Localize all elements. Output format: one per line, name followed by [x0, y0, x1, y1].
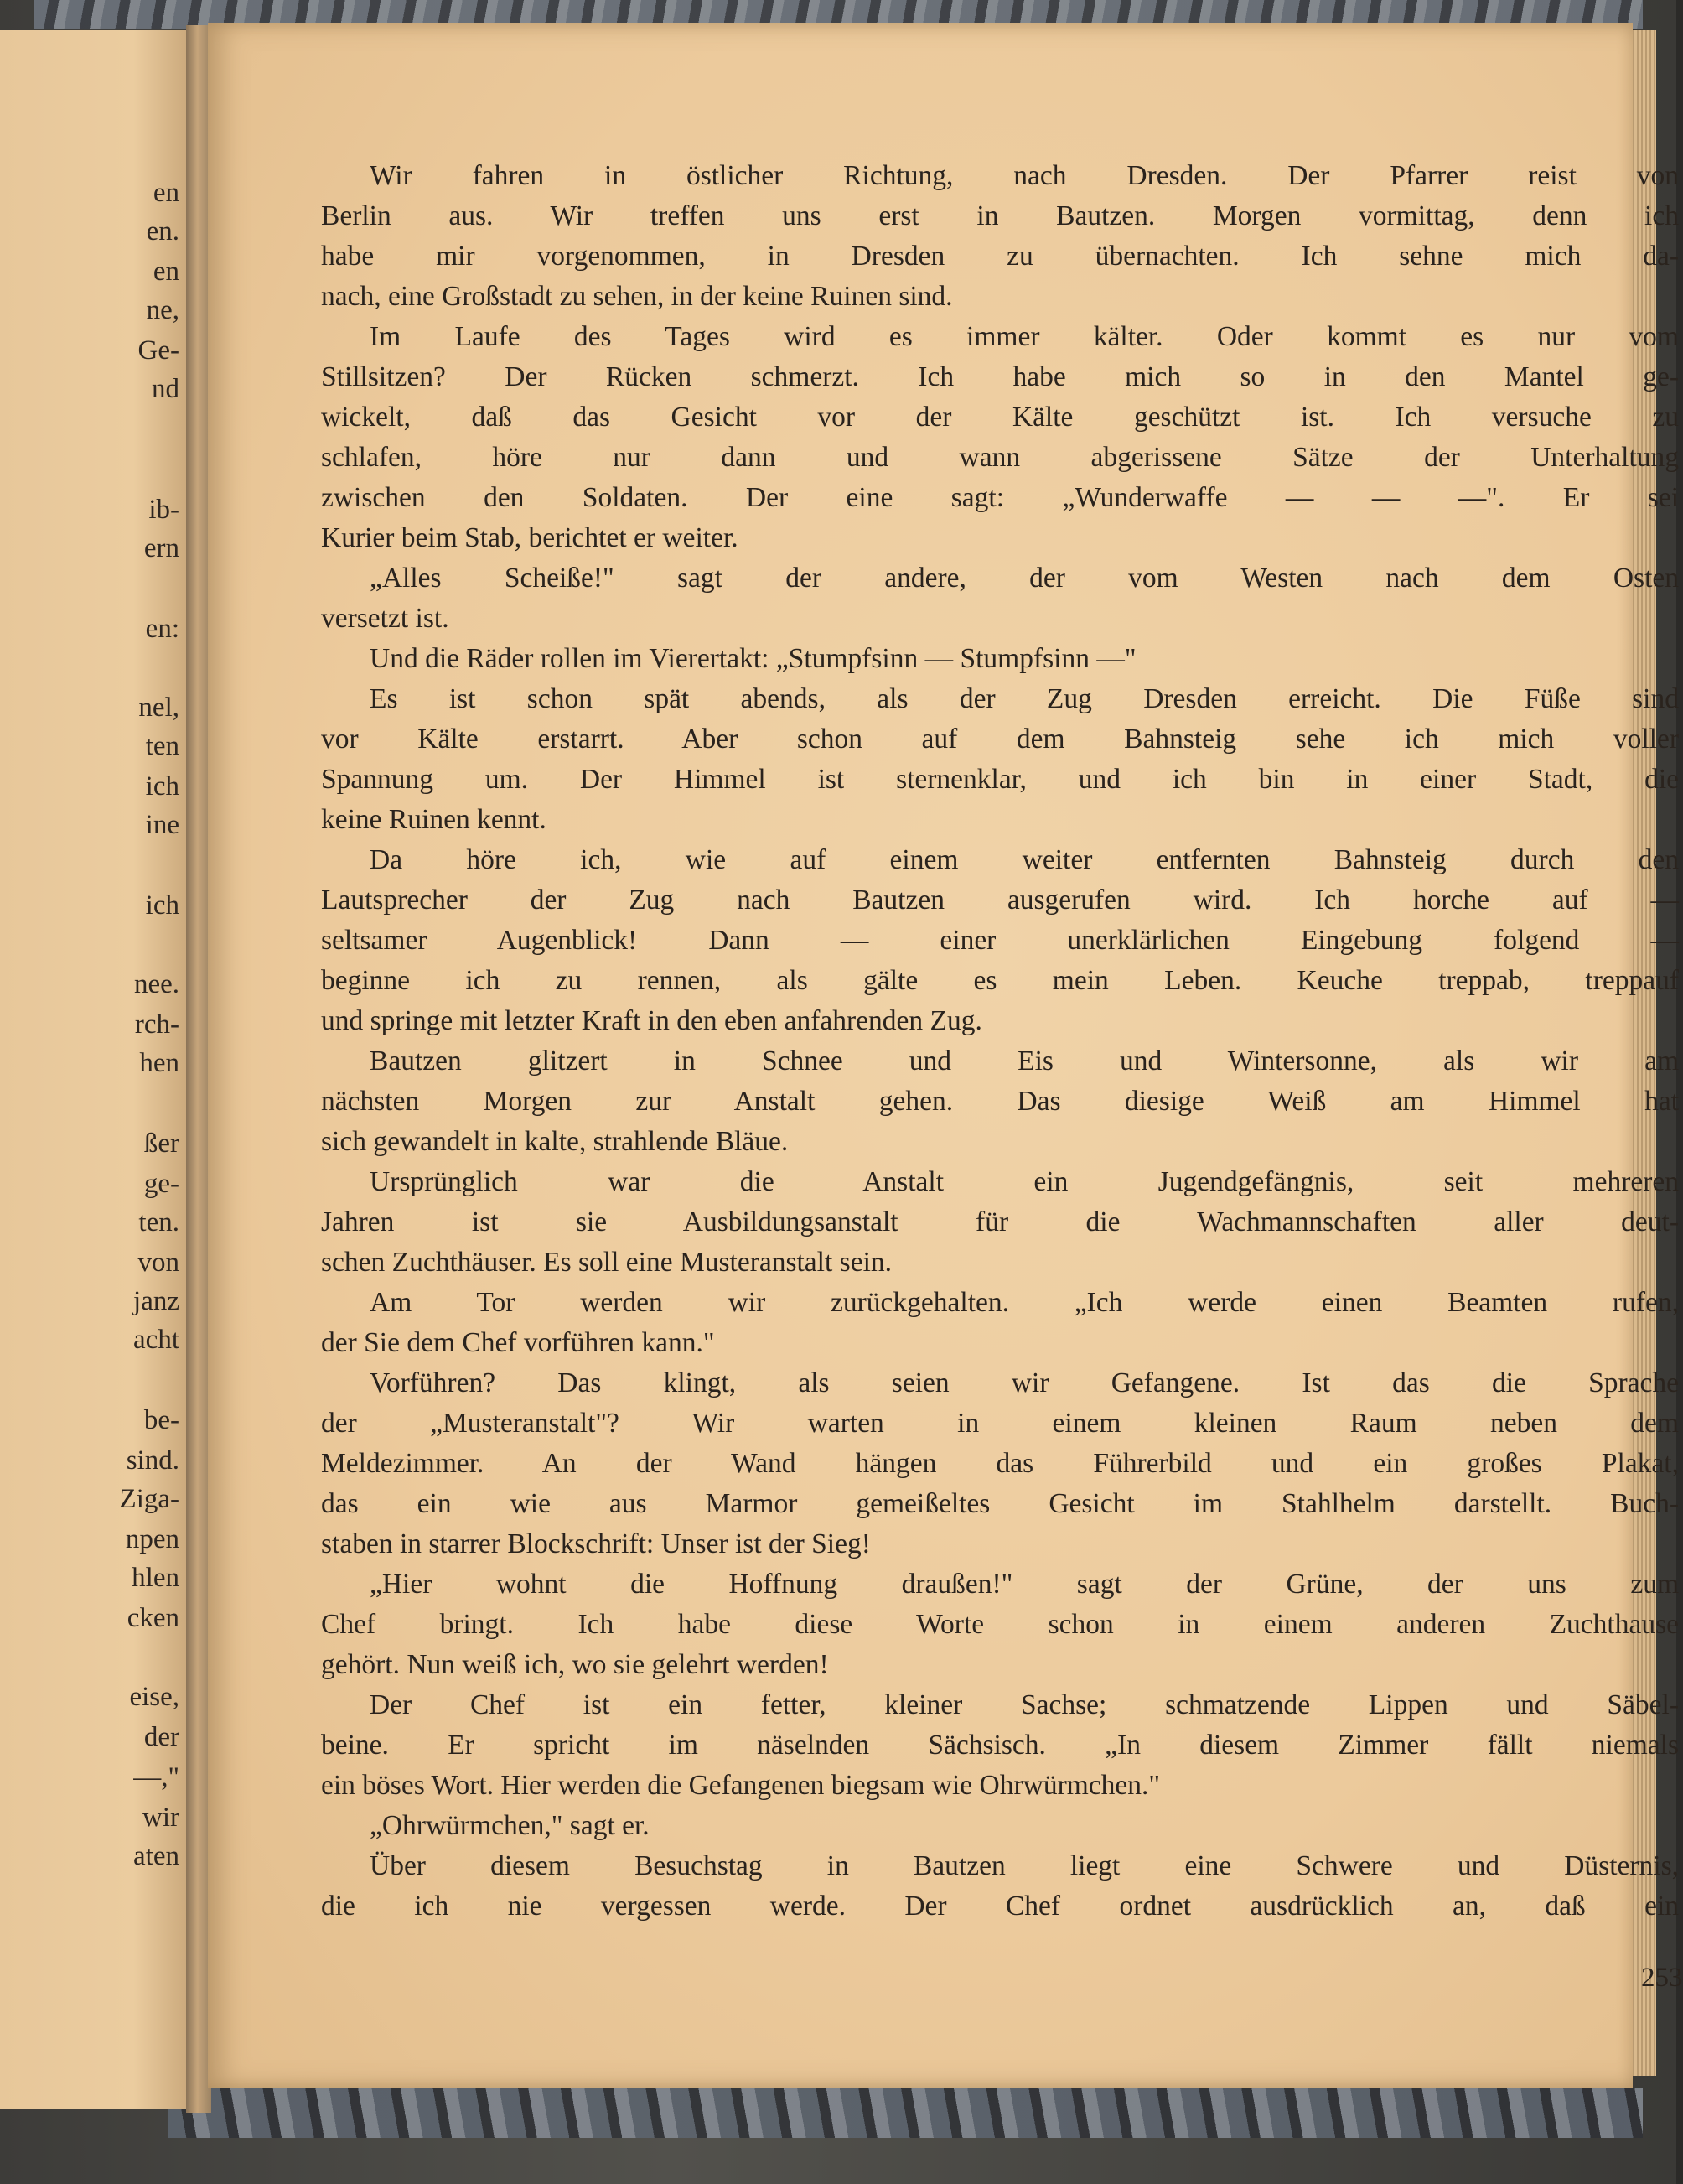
text-line: keine Ruinen kennt. [321, 804, 546, 835]
text-line: Jahren ist sie Ausbildungsanstalt für die Wachmannschaften aller deut- [321, 1206, 1679, 1237]
left-page-text-fragment: wir [142, 1803, 179, 1833]
left-page-text-fragment: nee. [133, 969, 179, 999]
left-page-text-fragment: sind. [126, 1445, 179, 1476]
text-line: der „Musteranstalt"? Wir warten in einem kleinen Raum neben dem [321, 1408, 1679, 1439]
text-line: Der Chef ist ein fetter, kleiner Sachse; schmatzende Lippen und Säbel- [370, 1689, 1679, 1720]
paragraph [321, 1806, 1679, 1846]
left-page-text-fragment: —," [133, 1762, 179, 1792]
left-page-text-fragment: ib- [148, 495, 179, 525]
text-line: der Sie dem Chef vorführen kann." [321, 1327, 715, 1358]
paragraph [321, 1564, 1679, 1685]
left-page-text-fragment: ern [143, 533, 179, 563]
text-line: Und die Räder rollen im Vierertakt: „Stumpfsinn — Stumpfsinn —" [370, 643, 1137, 674]
text-line: Lautsprecher der Zug nach Bautzen ausgerufen wird. Ich horche auf — [321, 884, 1679, 916]
text-line: Stillsitzen? Der Rücken schmerzt. Ich habe mich so in den Mantel ge- [321, 361, 1679, 392]
left-page-text-fragment: acht [133, 1325, 179, 1355]
text-line: beginne ich zu rennen, als gälte es mein Leben. Keuche treppab, treppauf [321, 965, 1679, 996]
left-page-text-fragment: aten [133, 1841, 179, 1871]
left-page-text-fragment: ine [145, 810, 179, 840]
text-line: gehört. Nun weiß ich, wo sie gelehrt werden! [321, 1649, 829, 1680]
left-page-text-fragment: ten [145, 731, 179, 761]
paragraph [321, 840, 1679, 1041]
text-line: Chef bringt. Ich habe diese Worte schon in einem anderen Zuchthause [321, 1609, 1679, 1640]
paragraph [321, 317, 1679, 558]
text-line: sich gewandelt in kalte, strahlende Bläue. [321, 1126, 789, 1157]
text-line: Kurier beim Stab, berichtet er weiter. [321, 522, 738, 553]
right-page [208, 23, 1683, 2088]
paragraph [321, 558, 1679, 639]
text-line: vor Kälte erstarrt. Aber schon auf dem Bahnsteig sehe ich mich voller [321, 724, 1679, 755]
text-line: und springe mit letzter Kraft in den eben anfahrenden Zug. [321, 1005, 982, 1036]
left-page-text-fragment: nd [152, 374, 179, 404]
text-line: Es ist schon spät abends, als der Zug Dresden erreicht. Die Füße sind [370, 683, 1679, 714]
text-line: Über diesem Besuchstag in Bautzen liegt eine Schwere und Düsternis, [370, 1850, 1679, 1881]
left-page-text-fragment: von [137, 1248, 179, 1278]
cover-marbled-edge-bottom [168, 2088, 1643, 2138]
text-line: „Alles Scheiße!" sagt der andere, der vom Westen nach dem Osten [370, 563, 1679, 594]
text-line: zwischen den Soldaten. Der eine sagt: „Wunderwaffe — — —". Er sei [321, 482, 1679, 513]
left-page [0, 30, 191, 2109]
text-line: versetzt ist. [321, 603, 449, 634]
left-page-text-fragment: en [153, 257, 179, 287]
paragraph [321, 1041, 1679, 1162]
text-line: Meldezimmer. An der Wand hängen das Führerbild und ein großes Plakat, [321, 1448, 1679, 1479]
text-line: beine. Er spricht im näselnden Sächsisch. „In diesem Zimmer fällt niemals [321, 1730, 1679, 1761]
left-page-text-fragment: en [153, 178, 179, 208]
paragraph [321, 1363, 1679, 1564]
left-page-text-fragment: npen [125, 1524, 179, 1554]
left-page-text-fragment: der [143, 1722, 179, 1752]
text-line: „Hier wohnt die Hoffnung draußen!" sagt der Grüne, der uns zum [370, 1569, 1679, 1600]
text-line: Im Laufe des Tages wird es immer kälter. Oder kommt es nur vom [370, 321, 1679, 352]
left-page-text-fragment: janz [133, 1286, 179, 1316]
text-line: Ursprünglich war die Anstalt ein Jugendgefängnis, seit mehreren [370, 1166, 1679, 1197]
text-line: Am Tor werden wir zurückgehalten. „Ich werde einen Beamten rufen, [370, 1287, 1679, 1318]
left-page-text-fragment: rch- [134, 1009, 179, 1040]
left-page-text-fragment: Ziga- [119, 1484, 179, 1514]
left-page-text-fragment: cken [127, 1603, 179, 1633]
page-number: 253 [1641, 1963, 1683, 1993]
left-page-text-fragment: be- [143, 1405, 179, 1435]
left-page-text-fragment: nel, [138, 693, 179, 723]
paragraph [321, 1283, 1679, 1363]
left-page-text-fragment: ßer [143, 1128, 179, 1159]
paragraph [321, 1685, 1679, 1806]
text-line: Berlin aus. Wir treffen uns erst in Bautzen. Morgen vormittag, denn ich [321, 200, 1679, 231]
text-line: Vorführen? Das klingt, als seien wir Gefangene. Ist das die Sprache [370, 1367, 1679, 1398]
text-line: die ich nie vergessen werde. Der Chef ordnet ausdrücklich an, daß ein [321, 1891, 1679, 1922]
left-page-text-fragment: ich [145, 890, 179, 921]
paragraph [321, 679, 1679, 840]
text-line: Spannung um. Der Himmel ist sternenklar, und ich bin in einer Stadt, die [321, 764, 1679, 795]
paragraph [321, 156, 1679, 317]
left-page-text-fragment: en: [145, 614, 179, 644]
paragraph [321, 639, 1679, 679]
text-line: das ein wie aus Marmor gemeißeltes Gesicht im Stahlhelm darstellt. Buch- [321, 1488, 1679, 1519]
text-line: wickelt, daß das Gesicht vor der Kälte geschützt ist. Ich versuche zu [321, 402, 1679, 433]
text-line: Wir fahren in östlicher Richtung, nach Dresden. Der Pfarrer reist von [370, 160, 1679, 191]
body-text [321, 156, 1679, 1927]
text-line: Bautzen glitzert in Schnee und Eis und Wintersonne, als wir am [370, 1045, 1679, 1076]
left-page-text-fragment: Ge- [137, 335, 179, 366]
text-line: Da höre ich, wie auf einem weiter entfernten Bahnsteig durch den [370, 844, 1679, 875]
left-page-text-fragment: hlen [132, 1563, 179, 1593]
text-line: schlafen, höre nur dann und wann abgerissene Sätze der Unterhaltung [321, 442, 1679, 473]
text-line: ein böses Wort. Hier werden die Gefangenen biegsam wie Ohrwürmchen." [321, 1770, 1161, 1801]
left-page-text-fragment: ne, [146, 295, 179, 325]
text-line: nächsten Morgen zur Anstalt gehen. Das diesige Weiß am Himmel hat [321, 1086, 1679, 1117]
left-page-text-fragment: eise, [129, 1682, 179, 1712]
paragraph [321, 1162, 1679, 1283]
text-line: nach, eine Großstadt zu sehen, in der keine Ruinen sind. [321, 281, 953, 312]
left-page-text-fragment: ich [145, 771, 179, 801]
left-page-text-fragment: hen [139, 1048, 179, 1078]
left-page-text-fragment: ten. [138, 1207, 179, 1237]
text-line: „Ohrwürmchen," sagt er. [370, 1810, 650, 1841]
text-line: staben in starrer Blockschrift: Unser ist der Sieg! [321, 1528, 871, 1559]
left-page-text-fragment: en. [146, 216, 179, 246]
text-line: habe mir vorgenommen, in Dresden zu übernachten. Ich sehne mich da- [321, 241, 1679, 272]
left-page-text-fragment: ge- [143, 1169, 179, 1199]
text-line: seltsamer Augenblick! Dann — einer unerklärlichen Eingebung folgend — [321, 925, 1679, 956]
text-line: schen Zuchthäuser. Es soll eine Musteranstalt sein. [321, 1247, 893, 1278]
paragraph [321, 1846, 1679, 1927]
